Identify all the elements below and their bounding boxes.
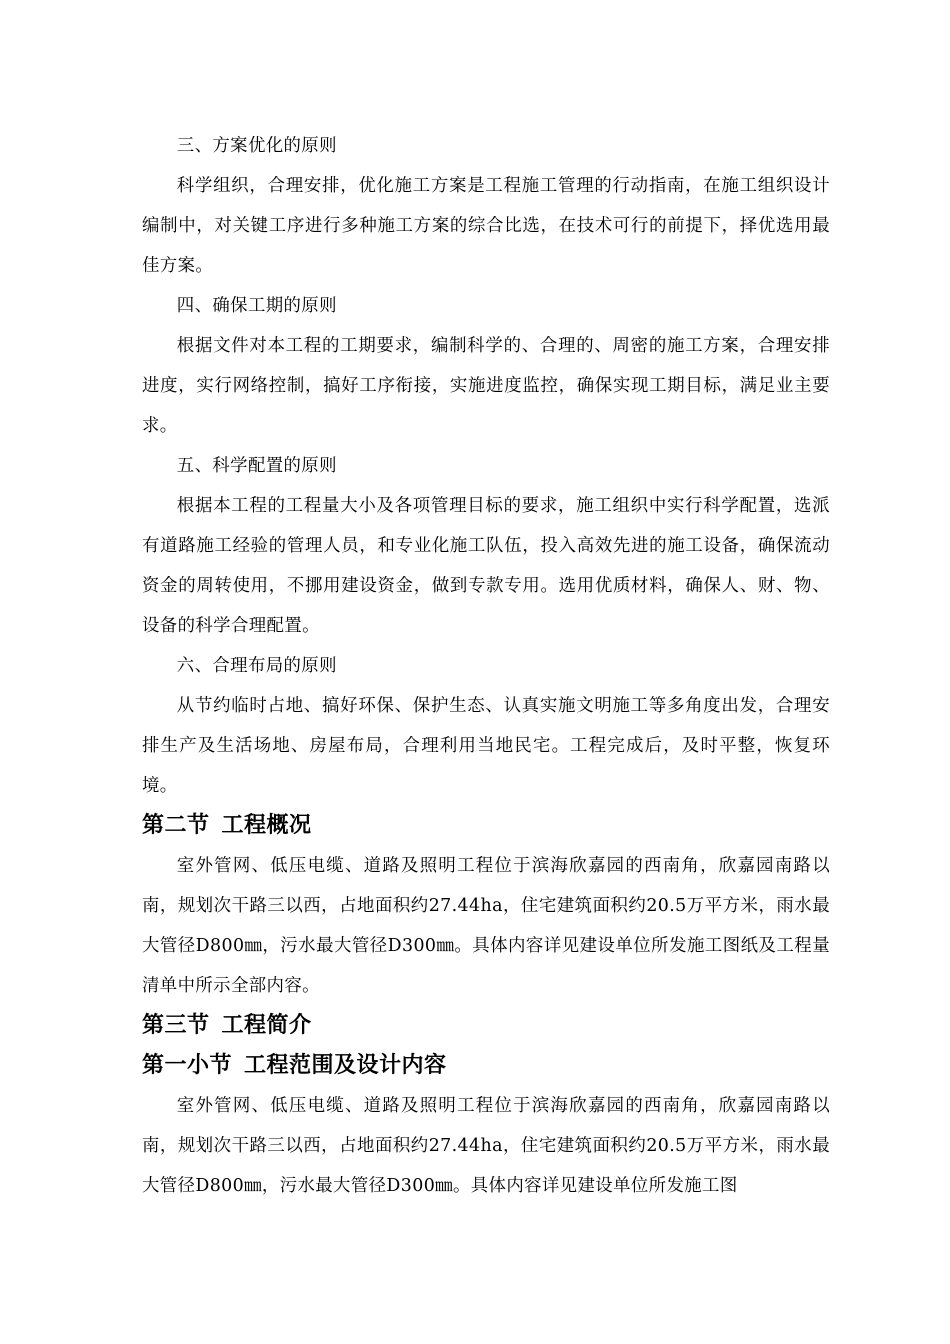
paragraph-project-overview: 室外管网、低压电缆、道路及照明工程位于滨海欣嘉园的西南角，欣嘉园南路以南，规划次干路三以西，占地面积约27.44ha，住宅建筑面积约20.5万平方米，雨水最大管径D800㎜，污水最大管径D300㎜。具体内容详见建设单位所发施工图纸及工程量清单中所示全部内容。 xyxy=(142,856,830,996)
section-heading-project-introduction xyxy=(142,1006,830,1046)
section-title: 工程范围及设计内容 xyxy=(244,1053,447,1078)
section-heading-scope-and-design xyxy=(142,1046,830,1086)
section-heading-project-overview xyxy=(142,806,830,846)
paragraph-scientific-allocation: 根据本工程的工程量大小及各项管理目标的要求，施工组织中实行科学配置，选派有道路施工经验的管理人员，和专业化施工队伍，投入高效先进的施工设备，确保流动资金的周转使用，不挪用建设资金，做到专款专用。选用优质材料，确保人、财、物、设备的科学合理配置。 xyxy=(142,496,830,636)
subheading-scheme-optimization: 三、方案优化的原则 xyxy=(176,136,337,156)
subheading-reasonable-layout: 六、合理布局的原则 xyxy=(176,656,337,676)
paragraph-scheme-optimization: 科学组织，合理安排，优化施工方案是工程施工管理的行动指南，在施工组织设计编制中，对关键工序进行多种施工方案的综合比选，在技术可行的前提下，择优选用最佳方案。 xyxy=(142,176,830,276)
section-title: 工程简介 xyxy=(221,1013,312,1038)
paragraph-schedule-guarantee: 根据文件对本工程的工期要求，编制科学的、合理的、周密的施工方案，合理安排进度，实行网络控制，搞好工序衔接，实施进度监控，确保实现工期目标，满足业主要求。 xyxy=(142,336,830,436)
paragraph-scope-and-design: 室外管网、低压电缆、道路及照明工程位于滨海欣嘉园的西南角，欣嘉园南路以南，规划次干路三以西，占地面积约27.44ha，住宅建筑面积约20.5万平方米，雨水最大管径D800㎜，污水最大管径D300㎜。具体内容详见建设单位所发施工图 xyxy=(142,1096,830,1196)
section-title: 工程概况 xyxy=(221,813,312,838)
document-body xyxy=(142,126,830,1206)
section-number: 第一小节 xyxy=(142,1053,233,1078)
subheading-scientific-allocation: 五、科学配置的原则 xyxy=(176,456,337,476)
subheading-schedule-guarantee: 四、确保工期的原则 xyxy=(176,296,337,316)
section-number: 第二节 xyxy=(142,813,210,838)
paragraph-reasonable-layout: 从节约临时占地、搞好环保、保护生态、认真实施文明施工等多角度出发，合理安排生产及生活场地、房屋布局，合理利用当地民宅。工程完成后，及时平整，恢复环境。 xyxy=(142,696,830,796)
section-number: 第三节 xyxy=(142,1013,210,1038)
